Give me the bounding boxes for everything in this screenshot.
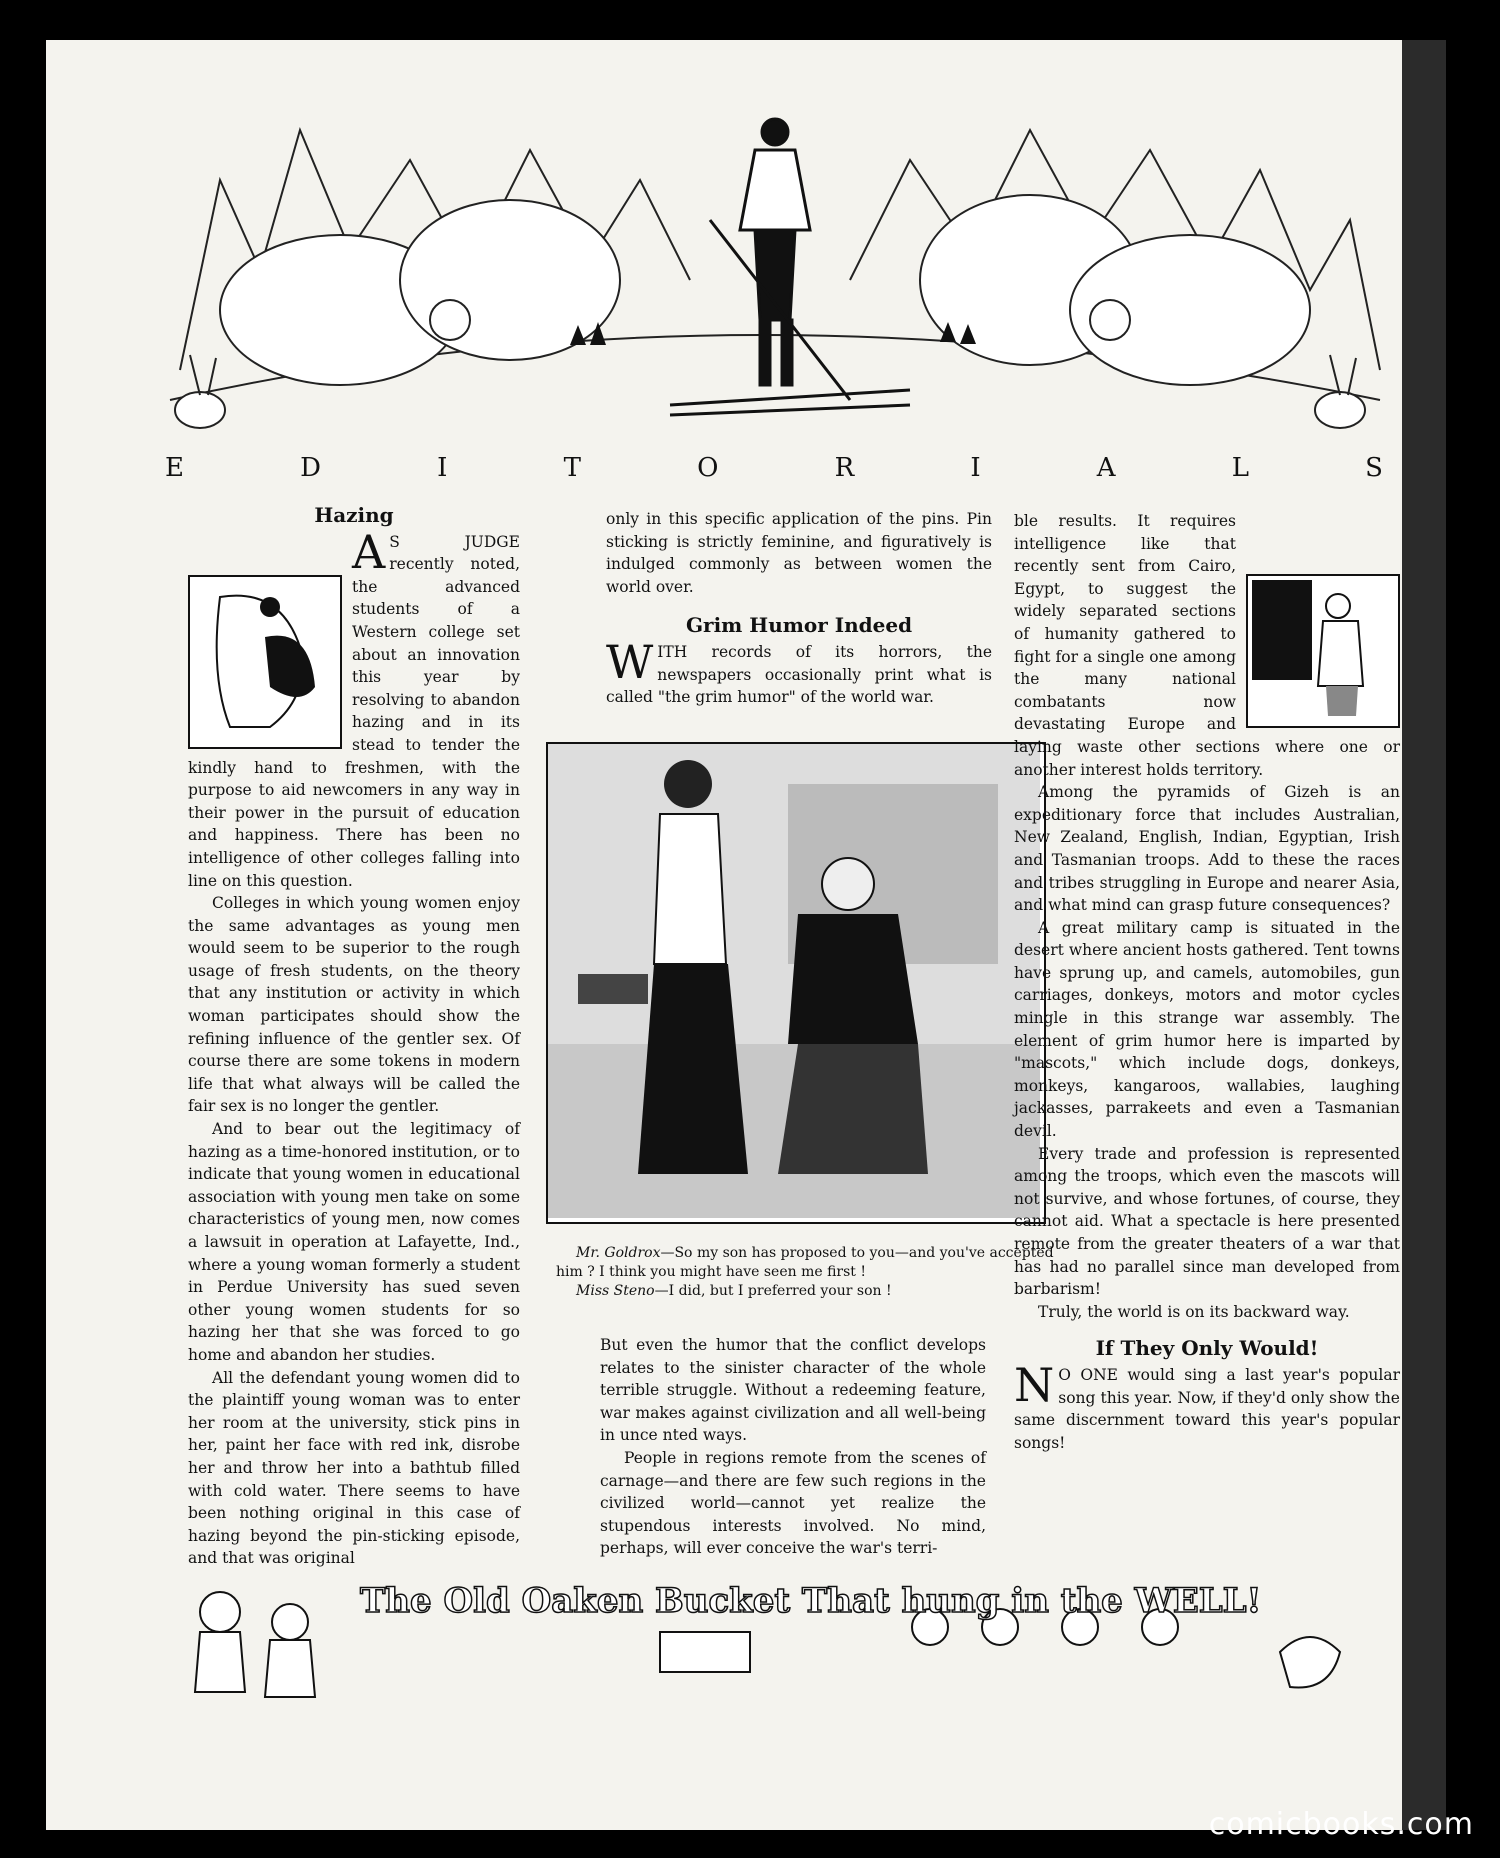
soldier-figure-illustration xyxy=(1248,576,1394,722)
hazing-continued: only in this specific application of the pins. Pin sticking is strictly feminine, and figuratively is indulged commonly as between women the world over. xyxy=(606,510,992,596)
woman-figure-illustration xyxy=(190,577,336,743)
footer-banner-text: The Old Oaken Bucket That hung in the WELL! xyxy=(360,1581,1262,1621)
dropcap: N xyxy=(1014,1357,1055,1412)
hazing-paragraph-2: Colleges in which young women enjoy the same advantages as young men would seem to be superior to the rough usage of fresh students, on the theory that any institution or activity in which woman participates should show the refining influence of the gentler sex. Of course there are some tokens in modern life that what always will be called the fair sex is no longer the gentler. xyxy=(188,894,520,1116)
grim-humor-paragraph-3: People in regions remote from the scenes of carnage—and there are few such regions in the civilized world—cannot yet realize the stupendous interests involved. No mind, perhaps, will ever conceive the war's terri- xyxy=(600,1448,986,1558)
middle-column-bottom xyxy=(600,1334,986,1560)
heading-letter: R xyxy=(834,453,857,483)
heading-letter: I xyxy=(970,453,983,483)
middle-column-top xyxy=(606,508,992,709)
hazing-title: Hazing xyxy=(314,503,394,527)
cartoon-illustration xyxy=(546,742,1046,1224)
editorials-heading xyxy=(165,453,1385,483)
heading-letter: A xyxy=(1096,453,1118,483)
right-column xyxy=(1014,510,1400,1454)
grim-humor-paragraph: WITH records of its horrors, the newspapers occasionally print what is called "the grim humor" of the world war. xyxy=(606,634,992,707)
hazing-paragraph-1: A S JUDGE recently noted, the advanced students of a Western college set about an innovation this year by resolving to abandon hazing and in its stead to tender the kindly hand to freshmen, with the purpose to aid newcomers in any way in their power in the pursuit of education and happiness. There has been no intelligence of other colleges falling into line on this question. xyxy=(188,524,520,890)
war-paragraph-5: Truly, the world is on its backward way. xyxy=(1038,1302,1350,1321)
soldier-vignette-illustration xyxy=(1246,574,1400,728)
hazing-column xyxy=(188,504,520,1570)
hazing-paragraph-4: All the defendant young women did to the plaintiff young woman was to enter her room at the university, stick pins in her, paint her face with red ink, disrobe her and throw her into a bathtub filled with cold water. There seems to have been nothing original in this case of hazing beyond the pin-sticking episode, and that was original xyxy=(188,1368,520,1568)
war-paragraph-4: Every trade and profession is represented among the troops, which even the mascots will not survive, and whose fortunes, of course, they cannot aid. What a spectacle is here presented remote from the greater theaters of a war that has had no parallel since man developed from barbarism! xyxy=(1014,1144,1400,1299)
old-oaken-bucket-banner xyxy=(180,1572,1390,1722)
war-paragraph-3: A great military camp is situated in the desert where ancient hosts gathered. Tent towns have sprung up, and camels, automobiles, gun carriages, donkeys, motors and motor cycles mingle in this strange war assembly. The element of grim humor here is imparted by "mascots," which include dogs, donkeys, monkeys, kangaroos, wallabies, laughing jackasses, parrakeets and even a Tasmanian devil. xyxy=(1014,918,1400,1141)
caption-line-2: —I did, but I preferred your son ! xyxy=(654,1283,892,1299)
hazing-paragraph-3: And to bear out the legitimacy of hazing as a time-honored institution, or to indicate that young women in educational association with young men take on some characteristics of young men, now comes a lawsuit in operation at Lafayette, Ind., where a young woman formerly a student in Perdue University has sued seven other young women students for so hazing her that she was forced to go home and abandon her studies. xyxy=(188,1120,520,1364)
war-paragraph-1: ble results. It requires intelligence like that recently sent from Cairo, Egypt, to suggest the widely separated sections of humanity gathered to fight for a single one among the many national combatants now devastating Europe and laying waste other sections where one or another interest holds territory. xyxy=(1014,512,1400,779)
dropcap: W xyxy=(606,634,654,689)
caption-line-1: —So my son has proposed to you—and you've accepted him ? I think you might have seen me first ! xyxy=(556,1245,1054,1280)
heading-letter: O xyxy=(697,453,721,483)
cartoon-caption xyxy=(556,1244,1056,1301)
heading-letter: D xyxy=(300,453,323,483)
caption-speaker-1: Mr. Goldrox xyxy=(576,1245,661,1261)
grim-humor-title: Grim Humor Indeed xyxy=(685,613,913,638)
hazing-vignette-illustration xyxy=(188,575,342,749)
caption-speaker-2: Miss Steno xyxy=(576,1283,655,1299)
heading-letter: E xyxy=(165,453,186,483)
page-spine xyxy=(1402,40,1446,1830)
heading-letter: I xyxy=(437,453,450,483)
if-they-only-would-paragraph: N O ONE would sing a last year's popular song this year. Now, if they'd only show the same discernment toward this year's popular songs! xyxy=(1014,1357,1400,1452)
grim-humor-paragraph-2: But even the humor that the conflict develops relates to the sinister character of the whole terrible struggle. Without a redeeming feature, war makes against civilization and all well-being in unce nted ways. xyxy=(600,1336,986,1445)
goldrox-steno-cartoon xyxy=(548,744,1040,1218)
comicbooks-watermark: comicbooks.com xyxy=(1208,1807,1474,1842)
polar-bear-skier-illustration xyxy=(150,70,1400,450)
heading-letter: S xyxy=(1365,453,1385,483)
dropcap: A xyxy=(352,524,386,579)
if-they-only-would-title: If They Only Would! xyxy=(1095,1336,1319,1361)
heading-letter: T xyxy=(563,453,583,483)
heading-letter: L xyxy=(1231,453,1251,483)
war-paragraph-2: Among the pyramids of Gizeh is an expeditionary force that includes Australian, New Zealand, English, Indian, Egyptian, Irish and Tasmanian troops. Add to these the races and tribes struggling in Europe and nearer Asia, and what mind can grasp future consequences? xyxy=(1014,783,1400,915)
